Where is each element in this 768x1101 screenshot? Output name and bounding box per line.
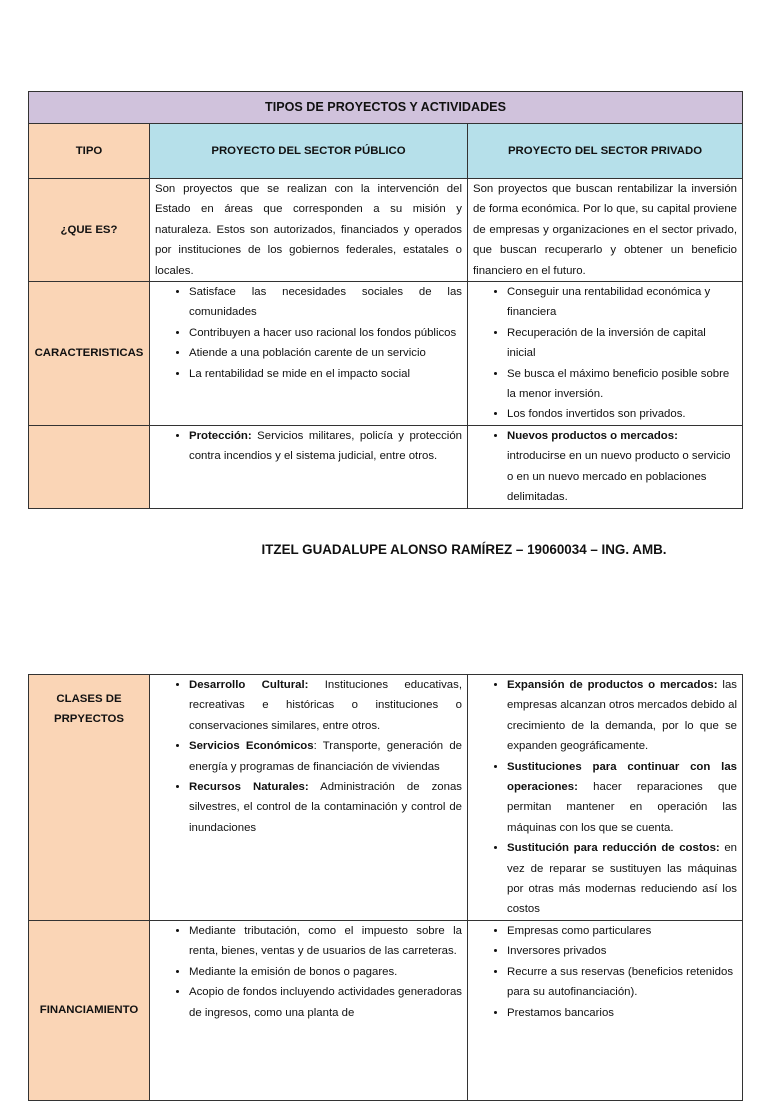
caracteristicas-publico bbox=[150, 282, 468, 426]
projects-table-2 bbox=[28, 674, 743, 1101]
clases-label-text: CLASES DE PRPYECTOS bbox=[53, 693, 125, 726]
item-bold: Expansión de productos o mercados: bbox=[507, 679, 718, 691]
clases-publico bbox=[150, 675, 468, 921]
item-bold: Sustitución para reducción de costos: bbox=[507, 842, 720, 855]
item-text: Instituciones educativas, recreativas e históricas o instituciones o conservaciones similares, entre otros. bbox=[189, 679, 462, 732]
list-item: • Mediante tributación, como el impuesto sobre la renta, bienes, ventas y de usuarios de las carreteras. bbox=[189, 921, 462, 962]
list-item: • Atiende a una población carente de un servicio bbox=[189, 343, 462, 363]
author-line: ITZEL GUADALUPE ALONSO RAMÍREZ – 19060034 – ING. AMB. bbox=[261, 542, 667, 557]
item-text: en vez de reparar se sustituyen las máquinas por otras más modernas reduciendo así los costos bbox=[507, 842, 737, 916]
item-text: Servicios militares, policía y protección contra incendios y el sistema judicial, entre otros. bbox=[189, 429, 462, 463]
list-item: • Conseguir una rentabilidad económica y financiera bbox=[507, 282, 737, 323]
item-bold: Protección: bbox=[189, 429, 252, 442]
list-item: • Los fondos invertidos son privados. bbox=[507, 404, 737, 424]
list-item: • Satisface las necesidades sociales de las comunidades bbox=[189, 282, 462, 323]
que-es-privado: Son proyectos que buscan rentabilizar la inversión de forma económica. Por lo que, su capital proviene de empresas y organizaciones en el sector privado, que buscan recuperarlo y obtener un beneficio financiero en el futuro. bbox=[468, 179, 743, 282]
item-text: hacer reparaciones que permitan mantener en operación las máquinas con los que se cuenta. bbox=[507, 781, 737, 834]
item-bold: Recursos Naturales: bbox=[189, 781, 309, 794]
item-bold: Nuevos productos o mercados: bbox=[507, 429, 678, 442]
header-sector-privado: PROYECTO DEL SECTOR PRIVADO bbox=[468, 124, 743, 179]
item-bold: Desarrollo Cultural: bbox=[189, 679, 309, 691]
item-bold: Sustituciones para continuar con las operaciones: bbox=[507, 760, 737, 794]
row-label-caracteristicas: CARACTERISTICAS bbox=[29, 282, 150, 426]
list-item bbox=[507, 426, 737, 508]
header-tipo: TIPO bbox=[29, 124, 150, 179]
clases-privado bbox=[468, 675, 743, 921]
header-sector-publico: PROYECTO DEL SECTOR PÚBLICO bbox=[150, 124, 468, 179]
list-item: • Recurre a sus reservas (beneficios retenidos para su autofinanciación). bbox=[507, 962, 737, 1003]
list-item: • Recuperación de la inversión de capital inicial bbox=[507, 323, 737, 364]
item-text: : Transporte, generación de energía y programas de financiación de viviendas bbox=[189, 740, 462, 773]
table-title: TIPOS DE PROYECTOS Y ACTIVIDADES bbox=[29, 92, 743, 124]
item-bold: Servicios Económicos bbox=[189, 740, 314, 753]
list-item: • Prestamos bancarios bbox=[507, 1003, 737, 1023]
list-item bbox=[507, 838, 737, 920]
item-text: introducirse en un nuevo producto o servicio o en un nuevo mercado en poblaciones delimitadas. bbox=[507, 450, 731, 504]
list-item bbox=[507, 757, 737, 839]
financiamiento-privado bbox=[468, 920, 743, 1100]
list-item bbox=[189, 426, 462, 467]
list-item: • Mediante la emisión de bonos o pagares. bbox=[189, 962, 462, 982]
caracteristicas-privado bbox=[468, 282, 743, 426]
row4-privado bbox=[468, 425, 743, 508]
row-label-que-es: ¿QUE ES? bbox=[29, 179, 150, 282]
list-item: • Se busca el máximo beneficio posible sobre la menor inversión. bbox=[507, 364, 737, 405]
list-item: • Contribuyen a hacer uso racional los fondos públicos bbox=[189, 323, 462, 343]
row4-publico bbox=[150, 425, 468, 508]
row-label-financiamiento: FINANCIAMIENTO bbox=[29, 920, 150, 1100]
row-label-clases bbox=[29, 675, 150, 921]
list-item: • Empresas como particulares bbox=[507, 921, 737, 941]
list-item bbox=[189, 736, 462, 777]
item-text: las empresas alcanzan otros mercados debido al crecimiento de la demanda, por lo que se expanden geográficamente. bbox=[507, 679, 737, 753]
list-item: • Inversores privados bbox=[507, 941, 737, 961]
list-item: • La rentabilidad se mide en el impacto social bbox=[189, 364, 462, 384]
row-label-empty bbox=[29, 425, 150, 508]
projects-table-1 bbox=[28, 91, 743, 509]
list-item bbox=[189, 675, 462, 736]
financiamiento-publico bbox=[150, 920, 468, 1100]
que-es-publico: Son proyectos que se realizan con la intervención del Estado en áreas que corresponden a su misión y naturaleza. Estos son autorizados, financiados y operados por instituciones de los gobiernos federales, estatales o locales. bbox=[150, 179, 468, 282]
list-item bbox=[507, 675, 737, 757]
item-text: Administración de zonas silvestres, el control de la contaminación y control de inundaciones bbox=[189, 781, 462, 834]
list-item: • Acopio de fondos incluyendo actividades generadoras de ingresos, como una planta de bbox=[189, 982, 462, 1023]
list-item bbox=[189, 777, 462, 838]
